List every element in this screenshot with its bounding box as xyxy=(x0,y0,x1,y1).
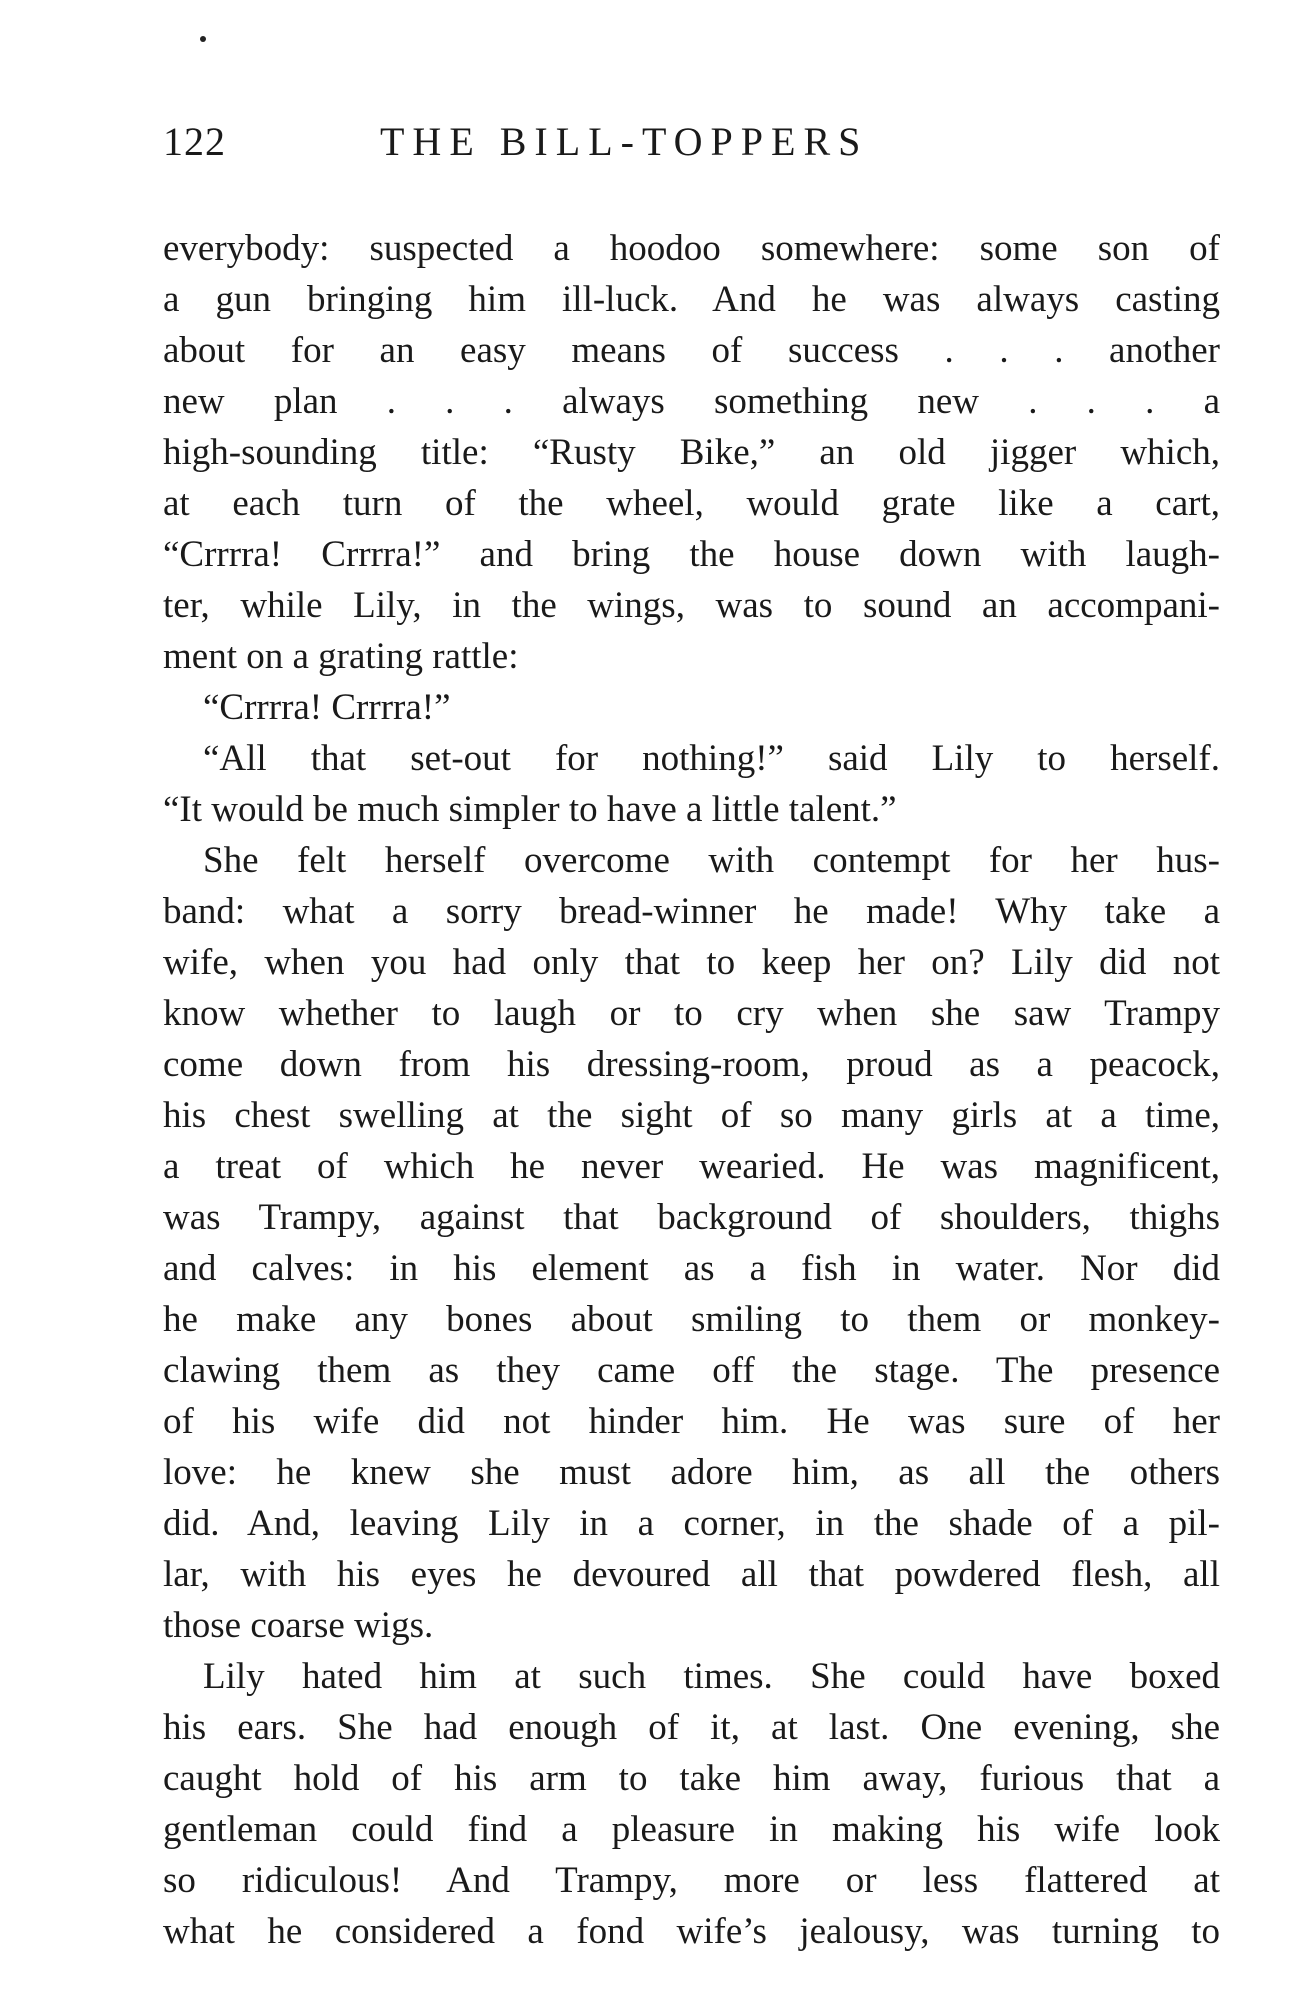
text-line: band: what a sorry bread-winner he made! Why take a xyxy=(163,891,1220,932)
text-line: high-sounding title: “Rusty Bike,” an old jigger which, xyxy=(163,432,1220,473)
text-line: “Crrrra! Crrrra!” and bring the house down with laugh- xyxy=(163,534,1220,575)
text-line: ter, while Lily, in the wings, was to sound an accompani- xyxy=(163,585,1220,626)
text-line: so ridiculous! And Trampy, more or less flattered at xyxy=(163,1860,1220,1901)
text-line: about for an easy means of success . . . another xyxy=(163,330,1220,371)
text-line: know whether to laugh or to cry when she saw Trampy xyxy=(163,993,1220,1034)
body-text xyxy=(163,223,1220,1957)
text-line: caught hold of his arm to take him away, furious that a xyxy=(163,1758,1220,1799)
text-line: “Crrrra! Crrrra!” xyxy=(203,687,451,728)
text-line: a gun bringing him ill-luck. And he was always casting xyxy=(163,279,1220,320)
text-line: of his wife did not hinder him. He was sure of her xyxy=(163,1401,1220,1442)
running-header xyxy=(163,118,1223,178)
text-line: was Trampy, against that background of shoulders, thighs xyxy=(163,1197,1220,1238)
text-line: he make any bones about smiling to them or monkey- xyxy=(163,1299,1220,1340)
page-number: 122 xyxy=(163,119,226,164)
text-line: clawing them as they came off the stage. The presence xyxy=(163,1350,1220,1391)
text-line: “All that set-out for nothing!” said Lily to herself. xyxy=(203,738,1220,779)
text-line: his chest swelling at the sight of so many girls at a time, xyxy=(163,1095,1220,1136)
text-line: those coarse wigs. xyxy=(163,1605,434,1646)
text-line: come down from his dressing-room, proud as a peacock, xyxy=(163,1044,1220,1085)
running-title: THE BILL-TOPPERS xyxy=(380,119,869,164)
ink-speck xyxy=(200,36,206,42)
text-line: love: he knew she must adore him, as all the others xyxy=(163,1452,1220,1493)
text-line: new plan . . . always something new . . . a xyxy=(163,381,1220,422)
text-line: what he considered a fond wife’s jealousy, was turning to xyxy=(163,1911,1220,1952)
text-line: did. And, leaving Lily in a corner, in the shade of a pil- xyxy=(163,1503,1220,1544)
text-line: his ears. She had enough of it, at last. One evening, she xyxy=(163,1707,1220,1748)
text-line: wife, when you had only that to keep her on? Lily did not xyxy=(163,942,1220,983)
text-line: lar, with his eyes he devoured all that powdered flesh, all xyxy=(163,1554,1220,1595)
text-line: She felt herself overcome with contempt for her hus- xyxy=(203,840,1220,881)
text-line: at each turn of the wheel, would grate like a cart, xyxy=(163,483,1220,524)
text-line: ment on a grating rattle: xyxy=(163,636,519,677)
text-line: “It would be much simpler to have a little talent.” xyxy=(163,789,897,830)
text-line: everybody: suspected a hoodoo somewhere: some son of xyxy=(163,228,1220,269)
text-line: and calves: in his element as a fish in water. Nor did xyxy=(163,1248,1220,1289)
text-line: gentleman could find a pleasure in making his wife look xyxy=(163,1809,1220,1850)
text-line: a treat of which he never wearied. He was magnificent, xyxy=(163,1146,1220,1187)
text-line: Lily hated him at such times. She could have boxed xyxy=(203,1656,1220,1697)
